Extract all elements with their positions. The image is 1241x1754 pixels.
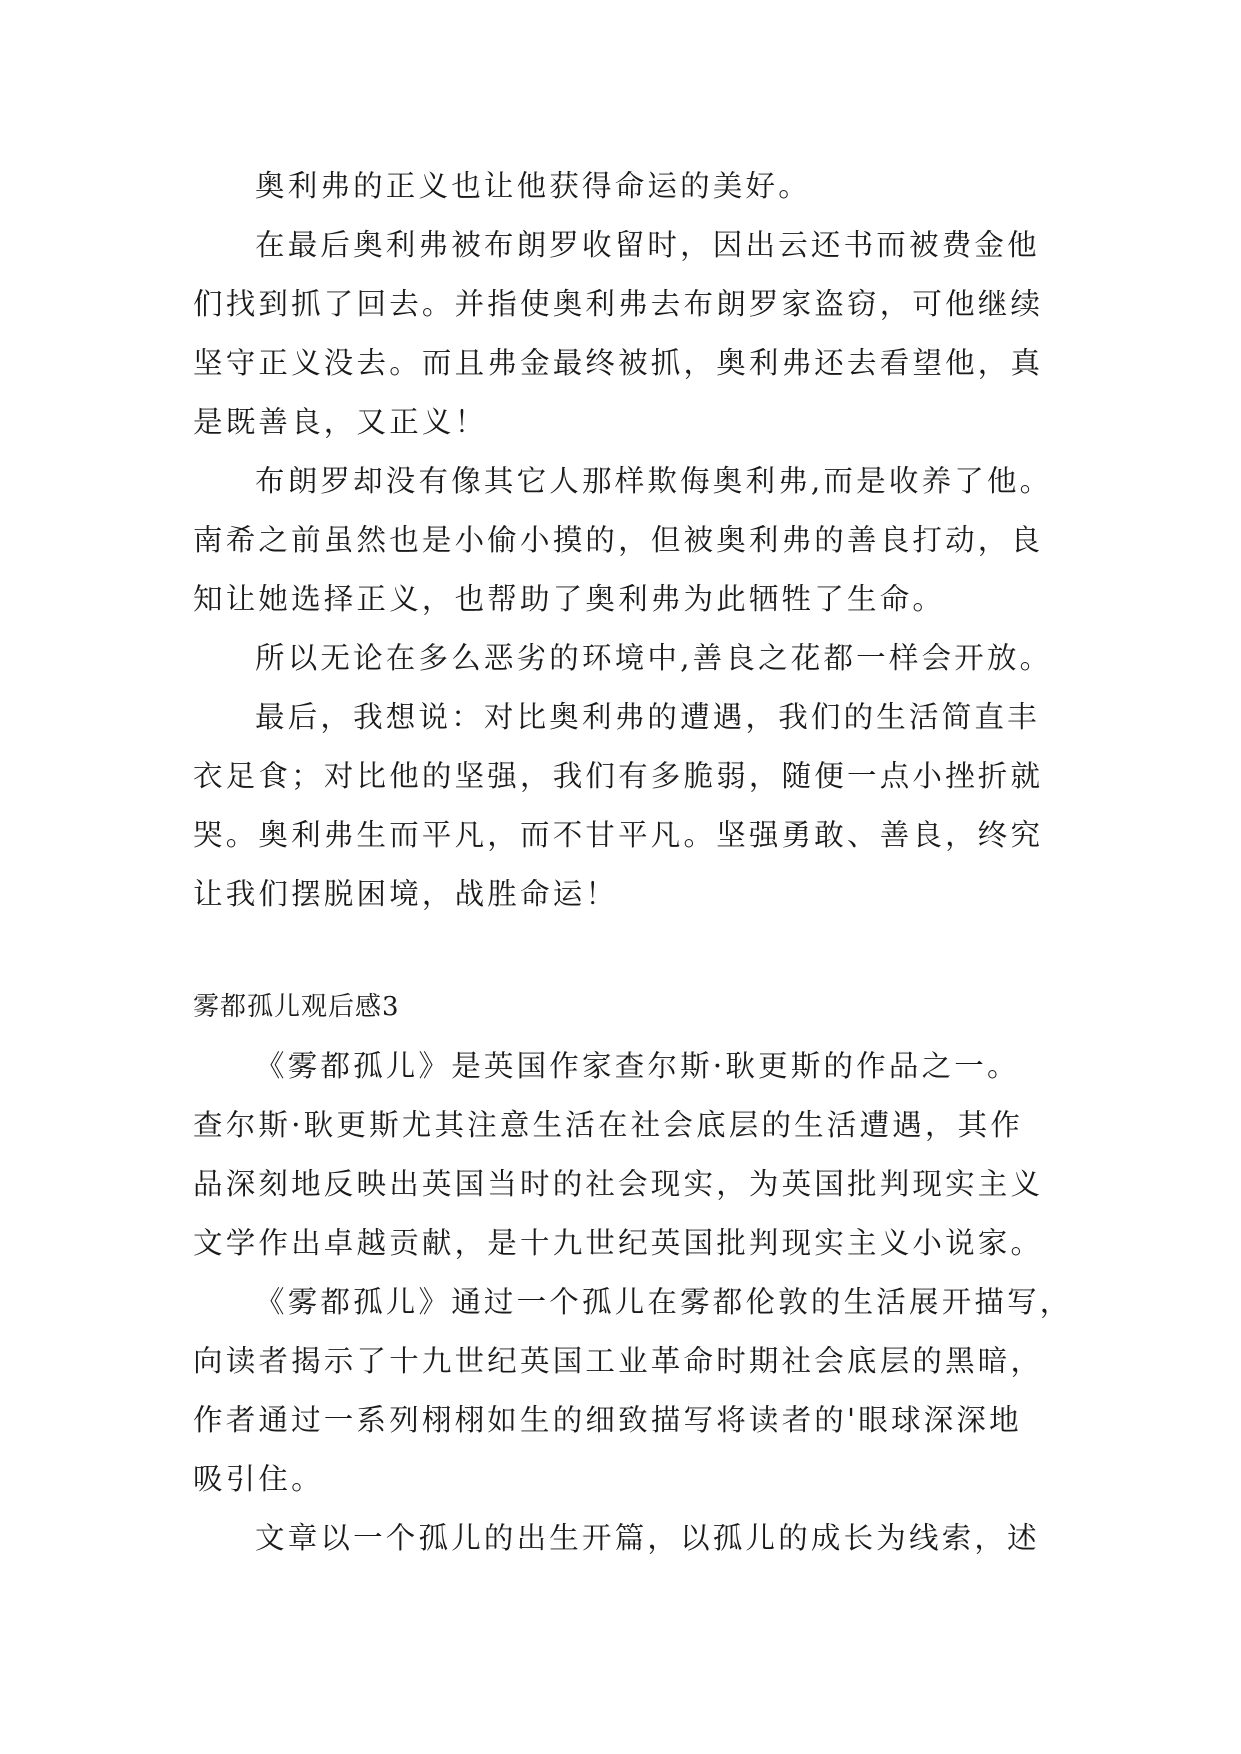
text-line: 在最后奥利弗被布朗罗收留时，因出云还书而被费金他 [255,228,1040,262]
text-line: 衣足食；对比他的坚强，我们有多脆弱，随便一点小挫折就 [193,759,1044,793]
text-line: 《雾都孤儿》是英国作家查尔斯·耿更斯的作品之一。 [255,1049,1020,1083]
paragraph [193,216,1063,452]
paragraph [193,1273,1073,1509]
text-line: 作者通过一系列栩栩如生的细致描写将读者的'眼球深深地 [193,1403,1022,1437]
text-line: 奥利弗的正义也让他获得命运的美好。 [255,169,811,203]
section-spacer [193,924,1063,978]
text-line: 向读者揭示了十九世纪英国工业革命时期社会底层的黑暗， [193,1344,1044,1378]
text-line: 们找到抓了回去。并指使奥利弗去布朗罗家盗窃，可他继续 [193,287,1044,321]
document-body [193,157,1073,1568]
text-line: 吸引住。 [193,1462,324,1496]
text-line: 品深刻地反映出英国当时的社会现实，为英国批判现实主义 [193,1167,1044,1201]
text-line: 所以无论在多么恶劣的环境中,善良之花都一样会开放。 [255,641,1053,675]
section-heading: 雾都孤儿观后感3 [193,992,400,1022]
text-line: 查尔斯·耿更斯尤其注意生活在社会底层的生活遭遇，其作 [193,1108,1024,1142]
paragraph [193,452,1063,629]
text-line: 《雾都孤儿》通过一个孤儿在雾都伦敦的生活展开描写， [255,1285,1073,1319]
text-line: 知让她选择正义，也帮助了奥利弗为此牺牲了生命。 [193,582,946,616]
text-line: 布朗罗却没有像其它人那样欺侮奥利弗,而是收养了他。 [255,464,1053,498]
text-line: 南希之前虽然也是小偷小摸的，但被奥利弗的善良打动，良 [193,523,1044,557]
text-line: 最后，我想说：对比奥利弗的遭遇，我们的生活简直丰 [255,700,1040,734]
text-line: 文学作出卓越贡献，是十九世纪英国批判现实主义小说家。 [193,1226,1044,1260]
paragraph [193,1509,1063,1568]
text-line: 让我们摆脱困境，战胜命运！ [193,877,619,911]
text-line: 坚守正义没去。而且弗金最终被抓，奥利弗还去看望他，真 [193,346,1044,380]
text-line: 哭。奥利弗生而平凡，而不甘平凡。坚强勇敢、善良，终究 [193,818,1044,852]
paragraph [193,688,1063,924]
paragraph [193,157,1063,216]
paragraph [193,1037,1063,1273]
text-line: 是既善良，又正义！ [193,405,488,439]
paragraph [193,629,1063,688]
text-line: 文章以一个孤儿的出生开篇，以孤儿的成长为线索，述 [255,1521,1040,1555]
